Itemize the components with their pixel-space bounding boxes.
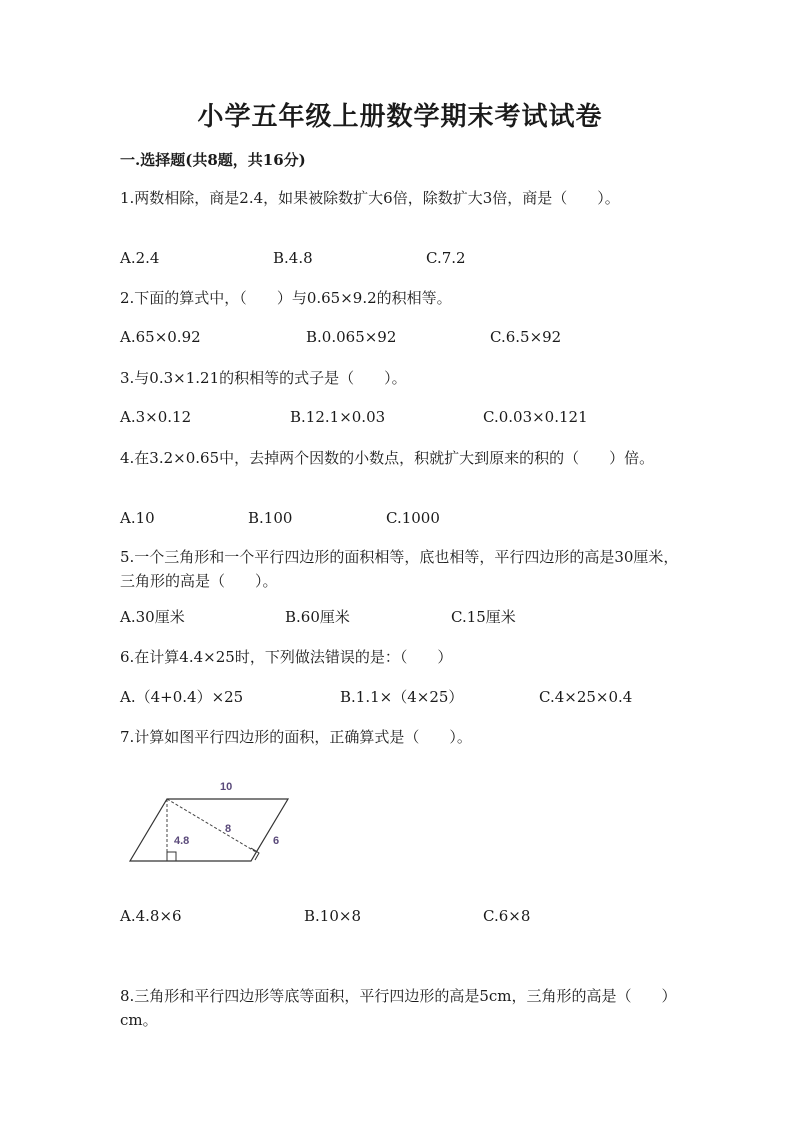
q6-option-c[interactable]: C.4×25×0.4 — [539, 688, 633, 706]
question-3: 3.与0.3×1.21的积相等的式子是（ ）。 — [120, 369, 407, 387]
question-4: 4.在3.2×0.65中，去掉两个因数的小数点，积就扩大到原来的积的（ ）倍。 — [120, 449, 655, 467]
q4-option-b[interactable]: B.100 — [248, 509, 293, 527]
page-title: 小学五年级上册数学期末考试试卷 — [197, 102, 603, 132]
q4-option-c[interactable]: C.1000 — [386, 509, 440, 527]
q3-option-b[interactable]: B.12.1×0.03 — [290, 408, 386, 426]
diagonal-length-label: 8 — [225, 823, 232, 835]
question-8: 8.三角形和平行四边形等底等面积，平行四边形的高是5cm，三角形的高是（ ）cm。 — [120, 987, 677, 1029]
right-angle-marker-bottom — [167, 852, 176, 861]
question-5: 5.一个三角形和一个平行四边形的面积相等，底也相等，平行四边形的高是30厘米，三角形的高是（ ）。 — [120, 548, 679, 590]
q2-option-a[interactable]: A.65×0.92 — [120, 328, 201, 346]
q5-option-b[interactable]: B.60厘米 — [285, 608, 350, 626]
q1-option-a[interactable]: A.2.4 — [120, 249, 160, 267]
q2-option-b[interactable]: B.0.065×92 — [306, 328, 397, 346]
question-7: 7.计算如图平行四边形的面积，正确算式是（ ）。 — [120, 728, 472, 746]
q3-option-a[interactable]: A.3×0.12 — [120, 408, 192, 426]
q6-option-a[interactable]: A.（4+0.4）×25 — [120, 688, 244, 706]
question-6: 6.在计算4.4×25时，下列做法错误的是：（ ） — [120, 648, 453, 666]
q5-option-a[interactable]: A.30厘米 — [120, 608, 185, 626]
q4-option-a[interactable]: A.10 — [120, 509, 155, 527]
side-length-label: 6 — [273, 835, 280, 847]
q2-option-c[interactable]: C.6.5×92 — [490, 328, 562, 346]
section-heading: 一.选择题(共8题，共16分) — [120, 151, 306, 169]
top-length-label: 10 — [220, 781, 233, 793]
question-2: 2.下面的算式中，（ ）与0.65×9.2的积相等。 — [120, 289, 452, 307]
q1-option-c[interactable]: C.7.2 — [426, 249, 466, 267]
q1-option-b[interactable]: B.4.8 — [273, 249, 313, 267]
parallelogram-shape — [130, 799, 288, 861]
q3-option-c[interactable]: C.0.03×0.121 — [483, 408, 588, 426]
q7-option-a[interactable]: A.4.8×6 — [120, 907, 182, 925]
question-1: 1.两数相除，商是2.4，如果被除数扩大6倍，除数扩大3倍，商是（ ）。 — [120, 189, 620, 207]
q5-option-c[interactable]: C.15厘米 — [451, 608, 516, 626]
q7-option-b[interactable]: B.10×8 — [304, 907, 361, 925]
q7-option-c[interactable]: C.6×8 — [483, 907, 531, 925]
q6-option-b[interactable]: B.1.1×（4×25） — [340, 688, 464, 706]
parallelogram-figure — [120, 770, 310, 870]
height-length-label: 4.8 — [174, 835, 190, 847]
